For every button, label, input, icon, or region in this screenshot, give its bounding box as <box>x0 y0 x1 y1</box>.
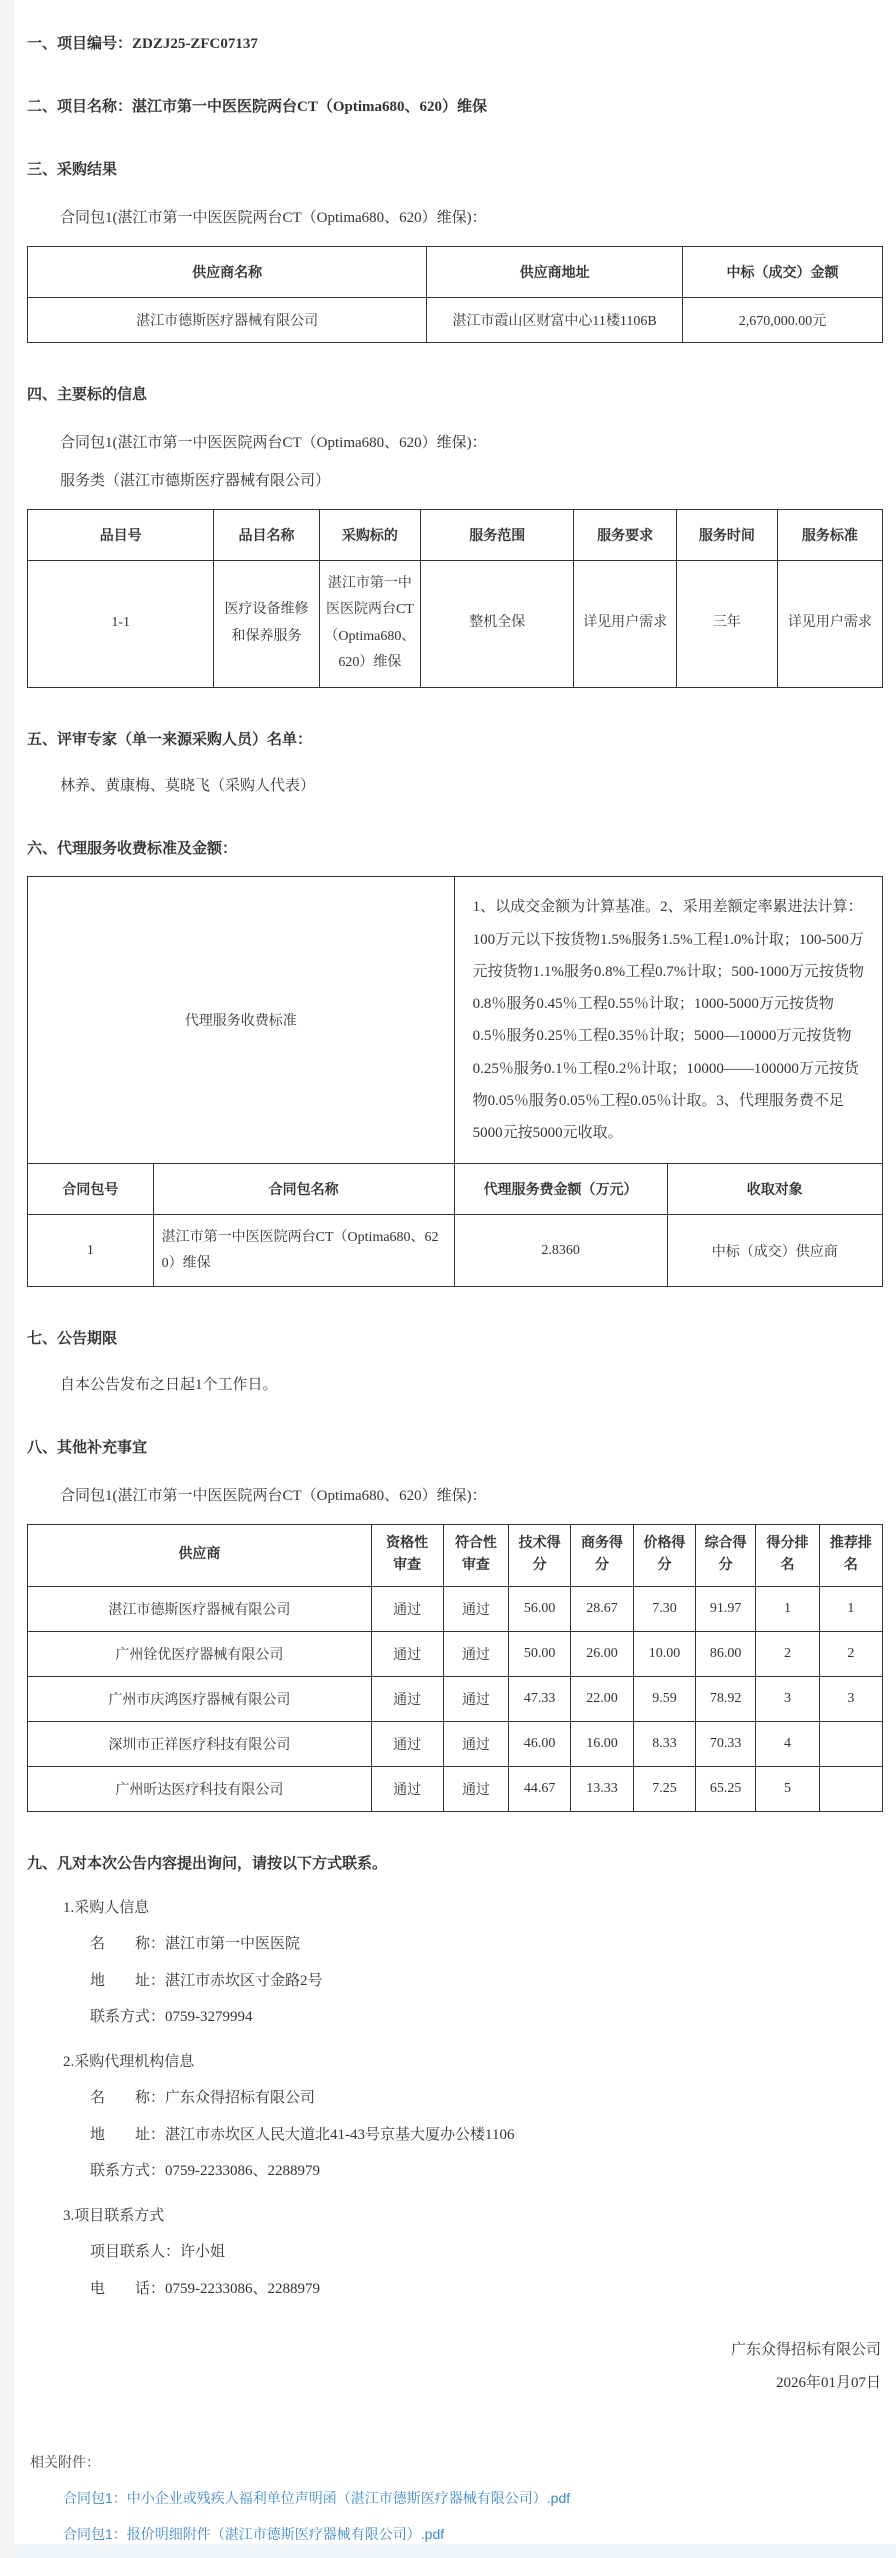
col-conformity-review: 符合性审查 <box>443 1524 509 1586</box>
col-fee-payer: 收取对象 <box>667 1164 882 1215</box>
subject-table-row <box>28 560 883 687</box>
col-recommend-rank: 推荐排名 <box>819 1524 882 1586</box>
project-contact-title: 3.项目联系方式 <box>63 2207 165 2224</box>
recommend-rank: 1 <box>819 1586 882 1631</box>
section-project-number: 一、项目编号：ZDZJ25-ZFC07137 <box>27 36 258 52</box>
col-technical-score: 技术得分 <box>509 1524 571 1586</box>
conformity-review: 通过 <box>443 1586 509 1631</box>
fee-table-header-row <box>28 1164 883 1215</box>
total-score: 70.33 <box>695 1721 756 1766</box>
result-table-header-row <box>28 246 883 297</box>
recommend-rank <box>819 1766 882 1811</box>
project-contact-person: 项目联系人：许小姐 <box>90 2244 226 2261</box>
price-score: 7.25 <box>634 1766 696 1811</box>
recommend-rank: 3 <box>819 1676 882 1721</box>
attachment-link-declaration-pdf[interactable]: 合同包1：中小企业或残疾人福利单位声明函（湛江市德斯医疗器械有限公司）.pdf <box>63 2490 571 2507</box>
result-table-row <box>28 297 883 342</box>
fee-standard-text: 1、以成交金额为计算基准。2、采用差额定率累进法计算：100万元以下按货物1.5%服务1.5%工程1.0%计取；100-500万元按货物1.1%服务0.8%工程0.7%计取；500-1000万元按货物0.8％服务0.45％工程0.55％计取；1000-5000万元按货物0.5％服务0.25％工程0.35％计取；5000—10000万元按货物0.25％服务0.1％工程0.2％计取；10000——100000万元按货物0.05％服务0.05％工程0.05％计取。3、代理服务费不足5000元按5000元收取。 <box>454 877 882 1164</box>
conformity-review: 通过 <box>443 1721 509 1766</box>
col-service-requirement: 服务要求 <box>574 509 677 560</box>
service-standard: 详见用户需求 <box>777 560 882 687</box>
section-other-matters: 八、其他补充事宜 <box>27 1440 148 1457</box>
conformity-review: 通过 <box>443 1676 509 1721</box>
technical-score: 47.33 <box>509 1676 571 1721</box>
expert-names: 林养、黄康梅、莫晓飞（采购人代表） <box>60 777 316 794</box>
price-score: 7.30 <box>634 1586 696 1631</box>
score-rank: 1 <box>756 1586 819 1631</box>
item-name: 医疗设备维修和保养服务 <box>214 560 319 687</box>
score-table-row <box>28 1586 883 1631</box>
col-score-rank: 得分排名 <box>756 1524 819 1586</box>
item-no: 1-1 <box>28 560 214 687</box>
business-score: 26.00 <box>570 1631 633 1676</box>
qualification-review: 通过 <box>371 1676 443 1721</box>
col-supplier: 供应商 <box>28 1524 372 1586</box>
technical-score: 46.00 <box>509 1721 571 1766</box>
page-edge-strip <box>0 0 14 2558</box>
business-score: 28.67 <box>570 1586 633 1631</box>
fee-payer: 中标（成交）供应商 <box>667 1215 882 1286</box>
agency-name: 名 称：广东众得招标有限公司 <box>90 2090 316 2107</box>
col-service-scope: 服务范围 <box>421 509 574 560</box>
section-main-subject-info: 四、主要标的信息 <box>27 386 148 403</box>
attachments-label: 相关附件： <box>30 2454 100 2471</box>
signature-block <box>27 2334 883 2400</box>
subject-package-line: 合同包1(湛江市第一中医医院两台CT（Optima680、620）维保)： <box>60 434 487 451</box>
score-table-row <box>28 1721 883 1766</box>
procurement-result-table <box>27 246 883 343</box>
section-project-name: 二、项目名称：湛江市第一中医医院两台CT（Optima680、620）维保 <box>27 99 488 115</box>
agency-contact: 联系方式：0759-2233086、2288979 <box>90 2163 320 2180</box>
purchaser-info-title: 1.采购人信息 <box>63 1899 150 1916</box>
project-contact-phone: 电 话：0759-2233086、2288979 <box>90 2280 320 2297</box>
signature-company: 广东众得招标有限公司 <box>730 2342 881 2359</box>
total-score: 91.97 <box>695 1586 756 1631</box>
technical-score: 50.00 <box>509 1631 571 1676</box>
section-review-experts: 五、评审专家（单一来源采购人员）名单： <box>27 731 313 748</box>
total-score: 86.00 <box>695 1631 756 1676</box>
qualification-review: 通过 <box>371 1721 443 1766</box>
agency-address: 地 址：湛江市赤坎区人民大道北41-43号京基大厦办公楼1106 <box>90 2126 515 2143</box>
col-item-name: 品目名称 <box>214 509 319 560</box>
winner-address: 湛江市霞山区财富中心11楼1106B <box>427 297 683 342</box>
attachment-link-quotation-pdf[interactable]: 合同包1：报价明细附件（湛江市德斯医疗器械有限公司）.pdf <box>63 2526 445 2543</box>
price-score: 8.33 <box>634 1721 696 1766</box>
col-price-score: 价格得分 <box>634 1524 696 1586</box>
winner-amount: 2,670,000.00元 <box>682 297 882 342</box>
supplier-score-table <box>27 1524 883 1812</box>
service-time: 三年 <box>676 560 777 687</box>
subject-category-line: 服务类（湛江市德斯医疗器械有限公司） <box>60 473 331 489</box>
price-score: 10.00 <box>634 1631 696 1676</box>
fee-table-row <box>28 1215 883 1286</box>
col-procurement-subject: 采购标的 <box>319 509 421 560</box>
col-service-standard: 服务标准 <box>777 509 882 560</box>
business-score: 13.33 <box>570 1766 633 1811</box>
recommend-rank <box>819 1721 882 1766</box>
technical-score: 56.00 <box>509 1586 571 1631</box>
subject-table-header-row <box>28 509 883 560</box>
total-score: 65.25 <box>695 1766 756 1811</box>
service-scope: 整机全保 <box>421 560 574 687</box>
section-contact-info: 九、凡对本次公告内容提出询问，请按以下方式联系。 <box>27 1855 388 1872</box>
procurement-subject: 湛江市第一中医医院两台CT（Optima680、620）维保 <box>319 560 421 687</box>
service-requirement: 详见用户需求 <box>574 560 677 687</box>
supplier-name: 广州昕达医疗科技有限公司 <box>28 1766 372 1811</box>
fee-standard-row <box>28 877 883 1164</box>
section-procurement-result: 三、采购结果 <box>27 162 118 178</box>
qualification-review: 通过 <box>371 1586 443 1631</box>
page-footer-band <box>0 2544 896 2558</box>
col-package-no: 合同包号 <box>28 1164 154 1215</box>
score-table-header-row <box>28 1524 883 1586</box>
col-supplier-address: 供应商地址 <box>427 246 683 297</box>
purchaser-name: 名 称：湛江市第一中医医院 <box>90 1936 301 1953</box>
main-subject-table <box>27 509 883 688</box>
col-package-name: 合同包名称 <box>153 1164 454 1215</box>
total-score: 78.92 <box>695 1676 756 1721</box>
score-table-row <box>28 1766 883 1811</box>
col-business-score: 商务得分 <box>570 1524 633 1586</box>
col-fee-amount: 代理服务费金额（万元） <box>454 1164 667 1215</box>
purchaser-address: 地 址：湛江市赤坎区寸金路2号 <box>90 1972 323 1989</box>
supplier-name: 广州市庆鸿医疗器械有限公司 <box>28 1676 372 1721</box>
result-package-line: 合同包1(湛江市第一中医医院两台CT（Optima680、620）维保)： <box>60 210 487 226</box>
qualification-review: 通过 <box>371 1631 443 1676</box>
score-package-line: 合同包1(湛江市第一中医医院两台CT（Optima680、620）维保)： <box>60 1488 487 1505</box>
col-supplier-name: 供应商名称 <box>28 246 427 297</box>
conformity-review: 通过 <box>443 1631 509 1676</box>
conformity-review: 通过 <box>443 1766 509 1811</box>
price-score: 9.59 <box>634 1676 696 1721</box>
score-rank: 5 <box>756 1766 819 1811</box>
section-agency-fee: 六、代理服务收费标准及金额： <box>27 841 238 858</box>
announcement-period-body: 自本公告发布之日起1个工作日。 <box>60 1376 278 1393</box>
agency-info-title: 2.采购代理机构信息 <box>63 2053 195 2070</box>
business-score: 22.00 <box>570 1676 633 1721</box>
section-announcement-period: 七、公告期限 <box>27 1330 118 1347</box>
score-table-row <box>28 1631 883 1676</box>
col-service-time: 服务时间 <box>676 509 777 560</box>
technical-score: 44.67 <box>509 1766 571 1811</box>
col-total-score: 综合得分 <box>695 1524 756 1586</box>
col-award-amount: 中标（成交）金额 <box>682 246 882 297</box>
col-qualification-review: 资格性审查 <box>371 1524 443 1586</box>
supplier-name: 广州铨优医疗器械有限公司 <box>28 1631 372 1676</box>
supplier-name: 深圳市正祥医疗科技有限公司 <box>28 1721 372 1766</box>
attachments-section <box>27 2452 883 2544</box>
supplier-name: 湛江市德斯医疗器械有限公司 <box>28 1586 372 1631</box>
announcement-content <box>14 0 896 2544</box>
fee-standard-label: 代理服务收费标准 <box>28 877 455 1164</box>
score-rank: 2 <box>756 1631 819 1676</box>
score-rank: 4 <box>756 1721 819 1766</box>
package-no: 1 <box>28 1215 154 1286</box>
purchaser-contact: 联系方式：0759-3279994 <box>90 2009 253 2026</box>
agency-fee-table <box>27 876 883 1286</box>
fee-amount: 2.8360 <box>454 1215 667 1286</box>
col-item-no: 品目号 <box>28 509 214 560</box>
recommend-rank: 2 <box>819 1631 882 1676</box>
signature-date: 2026年01月07日 <box>775 2375 881 2392</box>
winner-name: 湛江市德斯医疗器械有限公司 <box>28 297 427 342</box>
business-score: 16.00 <box>570 1721 633 1766</box>
qualification-review: 通过 <box>371 1766 443 1811</box>
package-name: 湛江市第一中医医院两台CT（Optima680、620）维保 <box>153 1215 454 1286</box>
score-table-row <box>28 1676 883 1721</box>
score-rank: 3 <box>756 1676 819 1721</box>
